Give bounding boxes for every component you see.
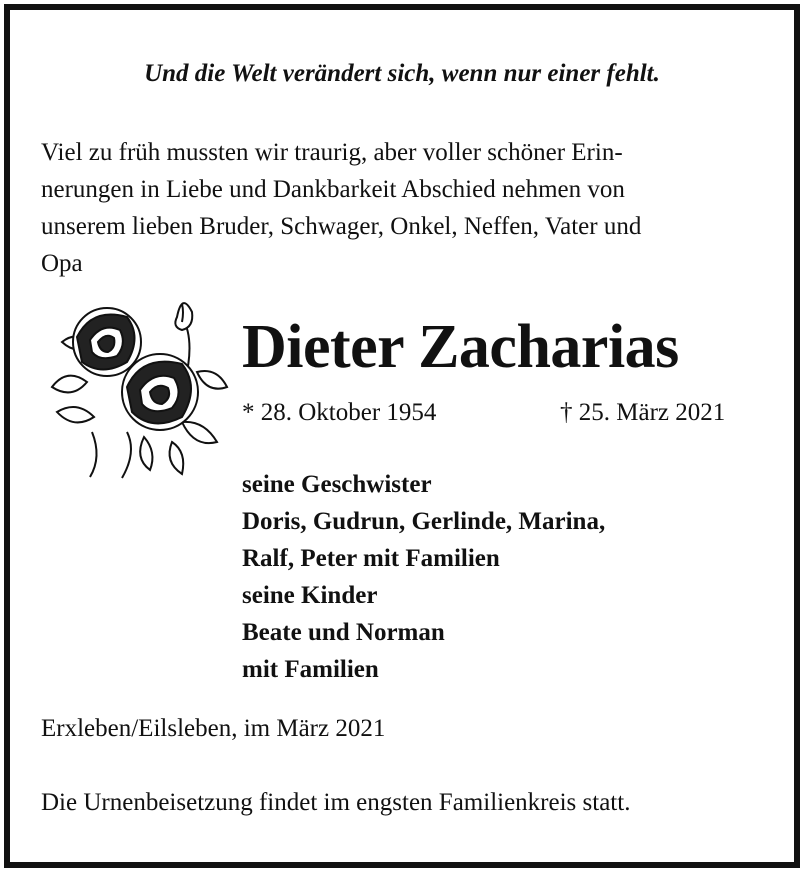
mourners-line: seine Kinder — [242, 582, 378, 609]
intro-line: nerungen in Liebe und Dankbarkeit Abschied nehmen von — [41, 176, 625, 203]
mourners-line: seine Geschwister — [242, 471, 432, 498]
mourners-list — [242, 466, 605, 688]
mourners-line: Doris, Gudrun, Gerlinde, Marina, — [242, 508, 606, 535]
intro-line: Viel zu früh mussten wir traurig, aber voller schöner Erin- — [41, 139, 623, 166]
funeral-note: Die Urnenbeisetzung findet im engsten Familienkreis statt. — [41, 789, 631, 816]
mourners-line: mit Familien — [242, 656, 379, 683]
mourners-line: Beate und Norman — [242, 619, 445, 646]
motto: Und die Welt verändert sich, wenn nur einer fehlt. — [144, 60, 660, 87]
mourners-line: Ralf, Peter mit Familien — [242, 545, 500, 572]
place-and-date: Erxleben/Eilsleben, im März 2021 — [41, 715, 386, 742]
birth-date: * 28. Oktober 1954 — [242, 399, 437, 426]
roses-icon — [32, 282, 232, 482]
deceased-name: Dieter Zacharias — [242, 313, 679, 381]
obituary-notice — [4, 4, 800, 868]
death-date: † 25. März 2021 — [560, 399, 726, 426]
intro-line: Opa — [41, 250, 83, 277]
intro-line: unserem lieben Bruder, Schwager, Onkel, Neffen, Vater und — [41, 213, 642, 240]
intro-text — [41, 134, 776, 282]
